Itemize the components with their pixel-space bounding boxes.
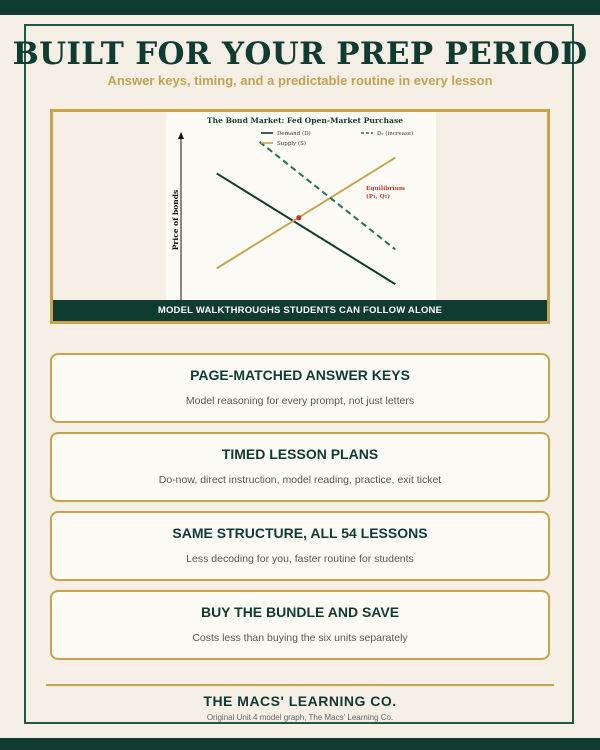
footer-divider	[46, 684, 554, 686]
feature-card-bundle	[50, 590, 550, 660]
feature-text: Model reasoning for every prompt, not just letters	[185, 395, 415, 407]
feature-title: BUY THE BUNDLE AND SAVE	[200, 604, 400, 620]
chart-equilibrium-point	[296, 215, 301, 220]
bottom-accent-bar	[0, 738, 600, 750]
chart-panel	[50, 109, 550, 324]
credit-line: Original Unit 4 model graph, The Macs' Learning Co.	[206, 713, 394, 722]
page-title: BUILT FOR YOUR PREP PERIOD	[12, 36, 588, 72]
feature-title: PAGE-MATCHED ANSWER KEYS	[190, 367, 410, 383]
feature-text: Costs less than buying the six units separately	[192, 632, 408, 644]
feature-text: Less decoding for you, faster routine for students	[186, 553, 414, 565]
feature-card-answer-keys	[50, 353, 550, 423]
chart-series-line-1	[217, 158, 396, 269]
chart-legend-label: Supply (S)	[277, 141, 307, 147]
chart-annotation-label: (P₁, Q₁)	[366, 194, 391, 200]
brand-name: THE MACS' LEARNING CO.	[203, 693, 397, 709]
top-accent-bar	[0, 0, 600, 15]
page-subtitle: Answer keys, timing, and a predictable routine in every lesson	[107, 73, 493, 88]
chart-y-axis-label: Price of bonds	[171, 189, 180, 251]
chart-caption: MODEL WALKTHROUGHS STUDENTS CAN FOLLOW ALONE	[53, 300, 547, 321]
chart-legend-label: Demand (D)	[277, 131, 311, 137]
feature-card-lesson-plans	[50, 432, 550, 502]
chart-y-axis-arrow	[178, 132, 184, 139]
feature-title: SAME STRUCTURE, ALL 54 LESSONS	[172, 525, 428, 541]
feature-text: Do-now, direct instruction, model reading, practice, exit ticket	[158, 474, 442, 486]
chart-legend-label: D₂ (increase)	[377, 131, 414, 137]
feature-title: TIMED LESSON PLANS	[221, 446, 379, 462]
chart-annotation-label: Equilibrium	[366, 186, 405, 192]
bond-market-chart	[166, 112, 436, 300]
feature-card-same-structure	[50, 511, 550, 581]
chart-title: The Bond Market: Fed Open-Market Purchase	[206, 116, 404, 125]
